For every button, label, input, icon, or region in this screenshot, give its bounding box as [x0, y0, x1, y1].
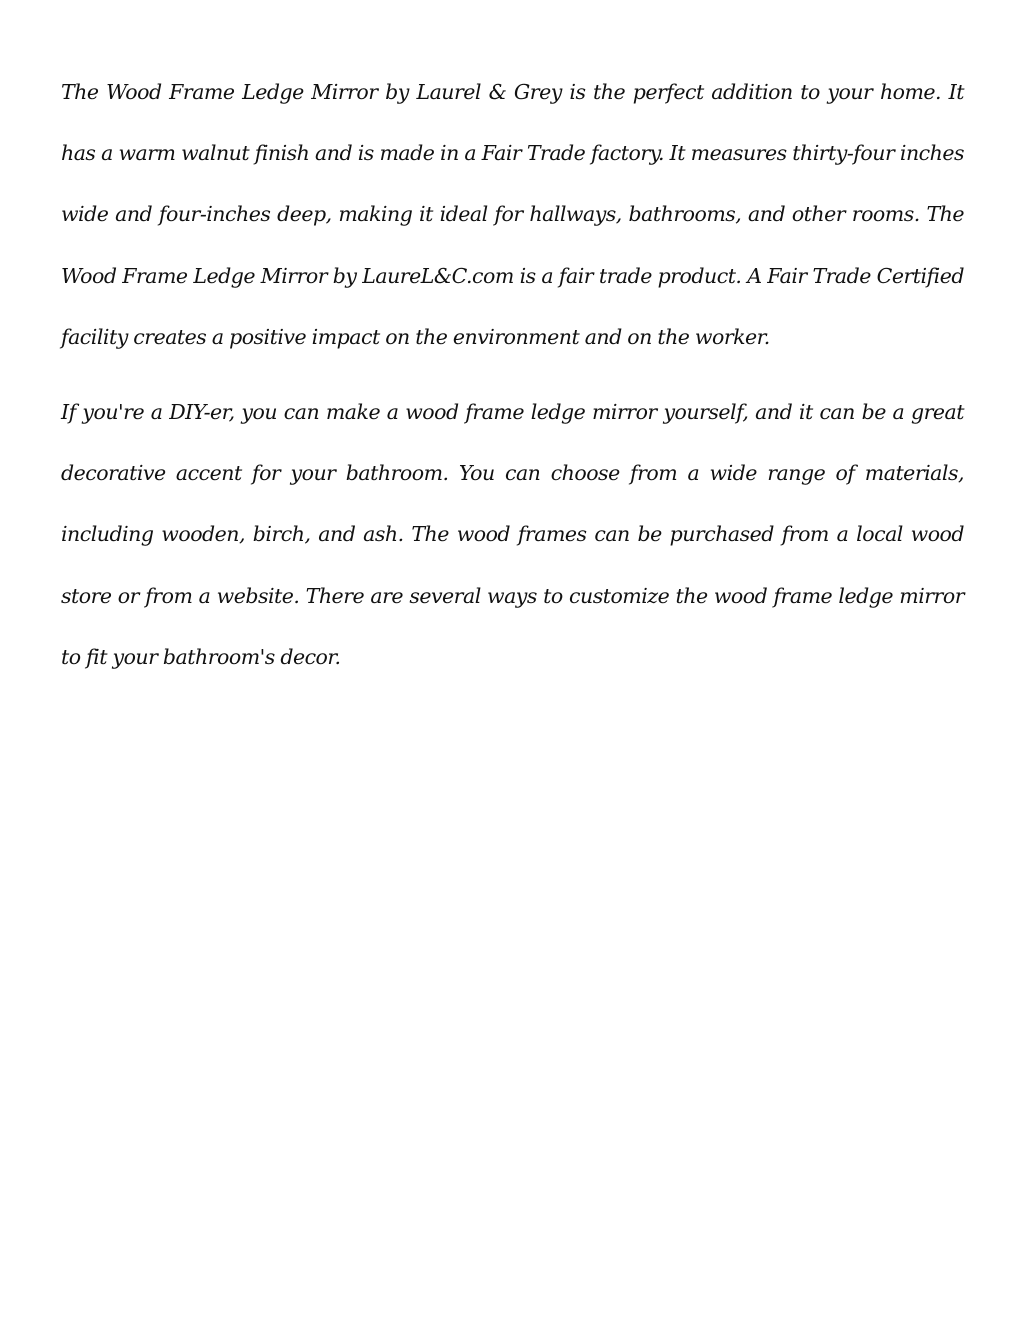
paragraph-wood-frame-ledge-mirror: The Wood Frame Ledge Mirror by Laurel & Grey is the perfect addition to your home. It has a warm walnut finish and is made in a Fair Trade factory. It measures thirty-four inches wide and four-inches deep, making it ideal for hallways, bathrooms, and other rooms. The Wood Frame Ledge Mirror by LaureL&C.com is a fair trade product. A Fair Trade Certified facility creates a positive impact on the environment and on the worker.	[61, 80, 964, 349]
paragraph-diy-wood-frame-mirror: If you're a DIY-er, you can make a wood frame ledge mirror yourself, and it can be a great decorative accent for your bathroom. You can choose from a wide range of materials, including wooden, birch, and ash. The wood frames can be purchased from a local wood store or from a website. There are several ways to customize the wood frame ledge mirror to fit your bathroom's decor.	[61, 400, 964, 669]
